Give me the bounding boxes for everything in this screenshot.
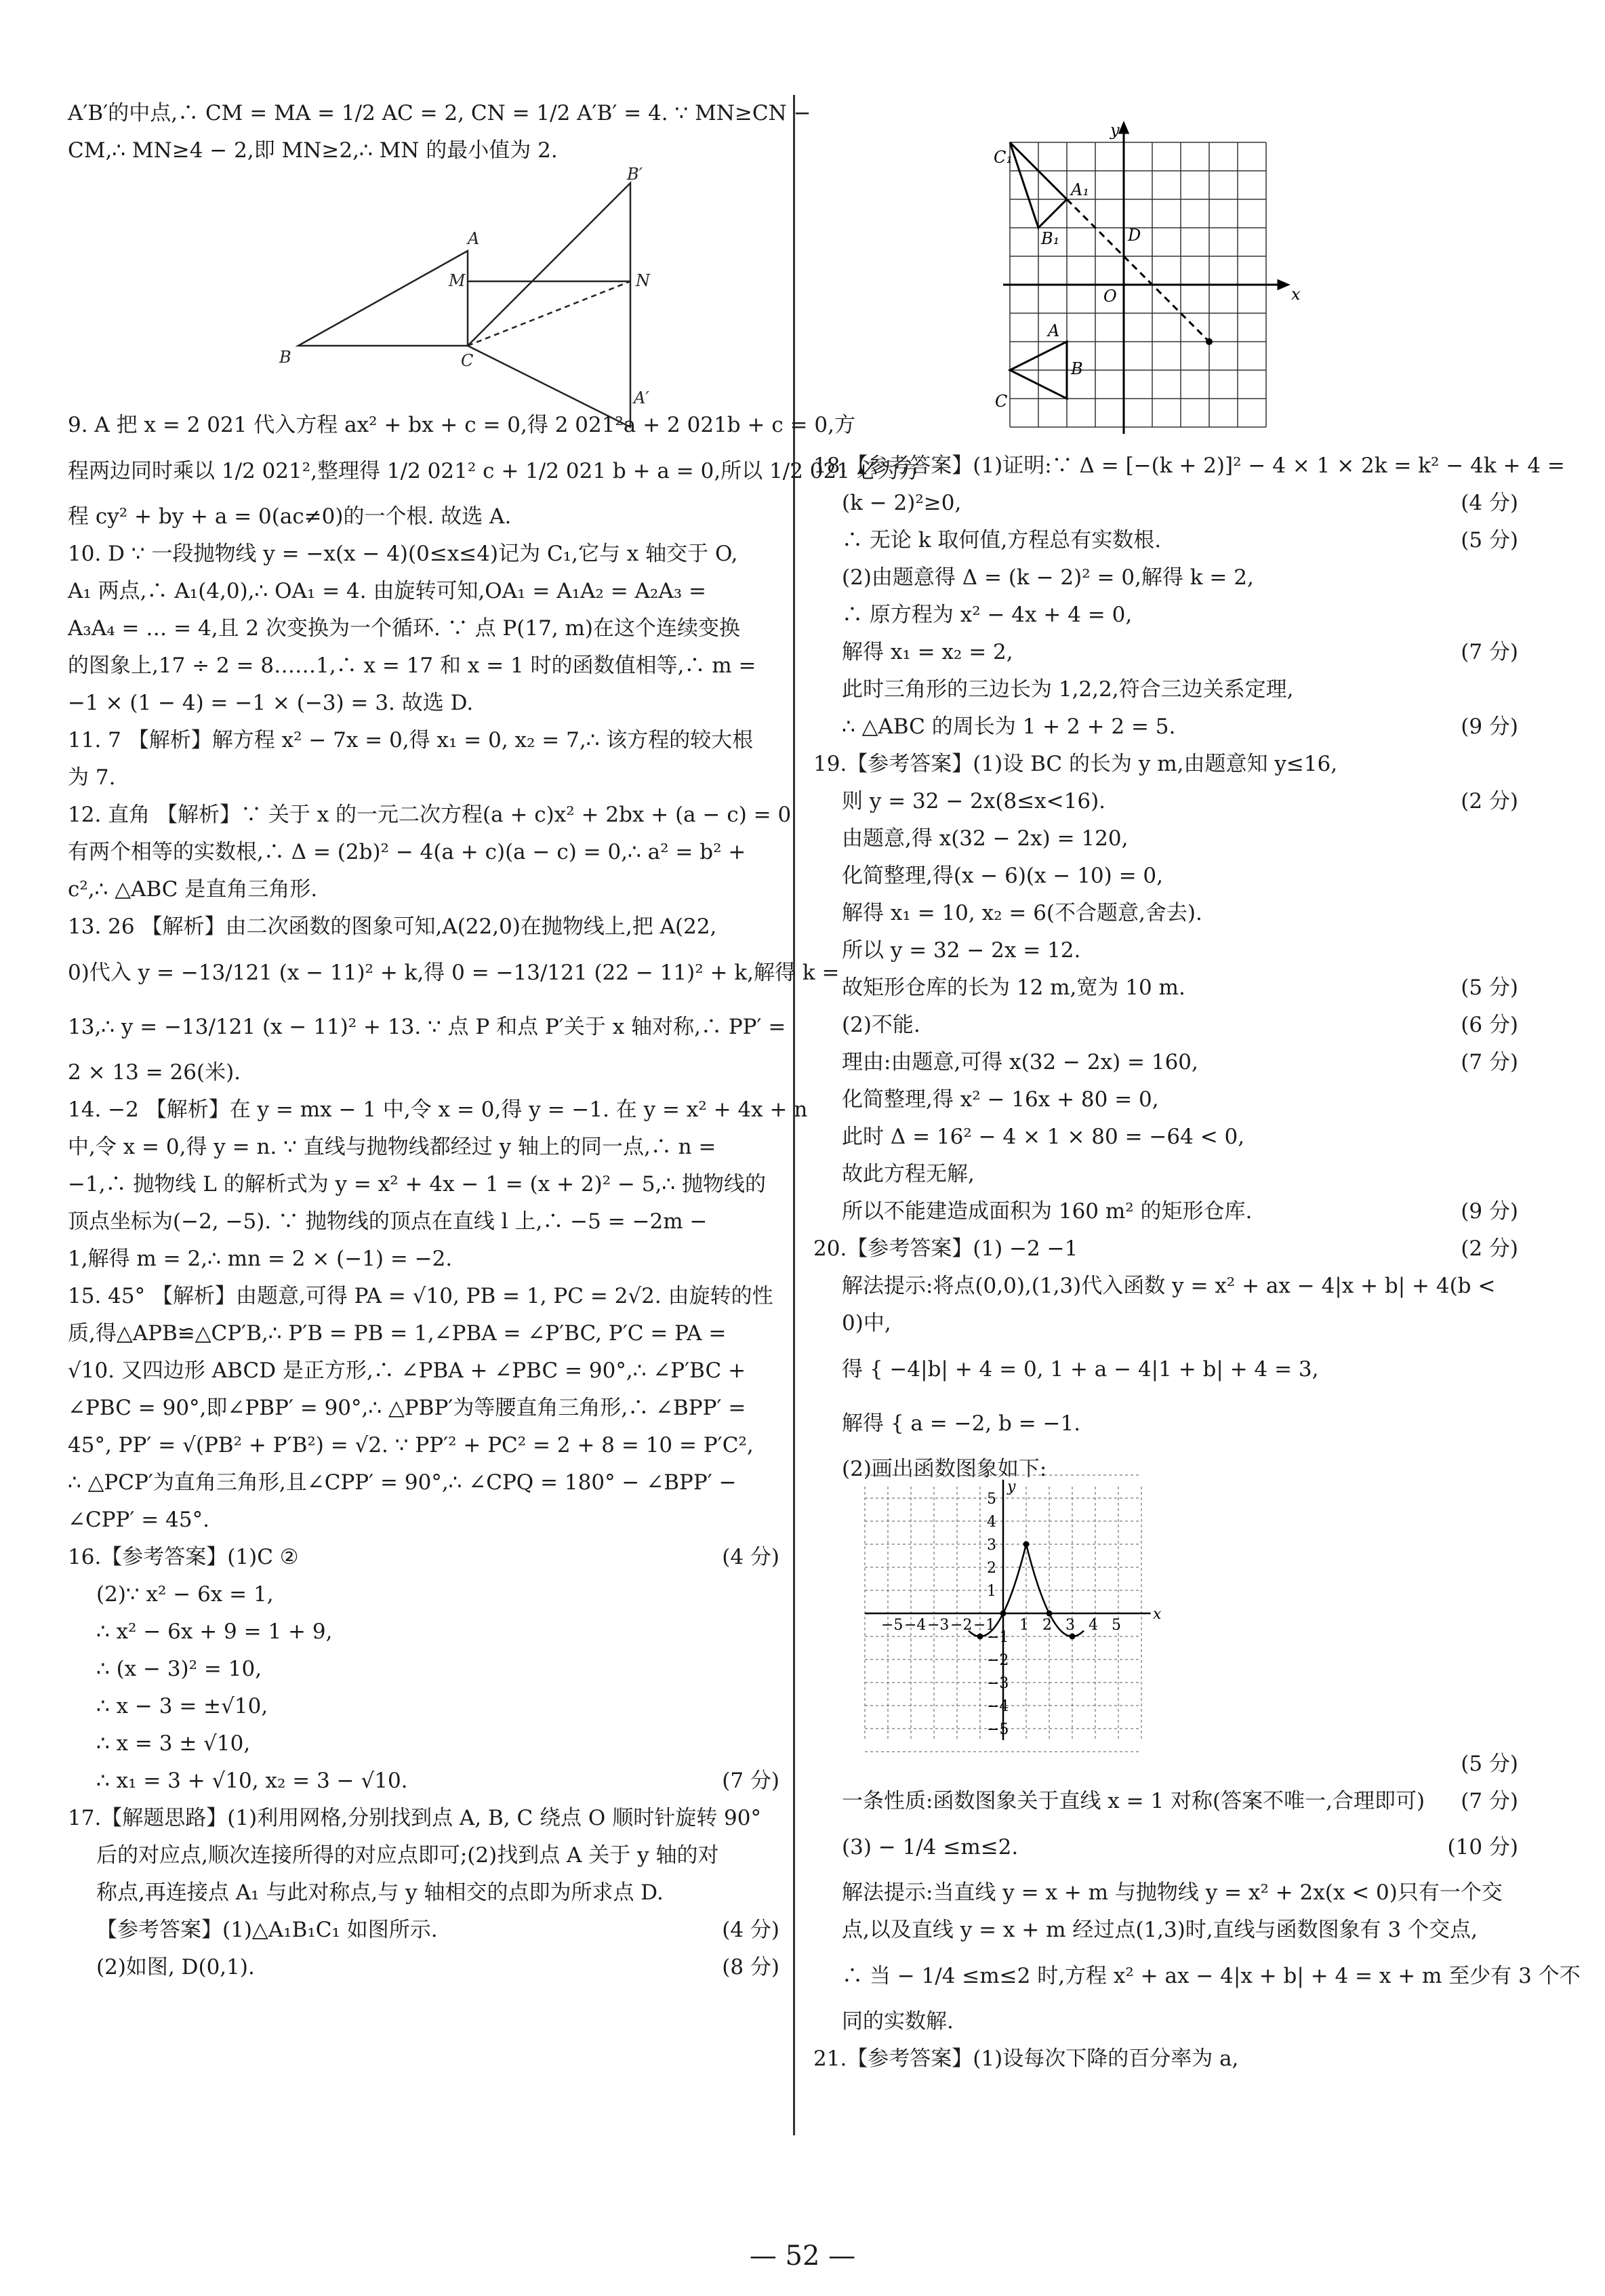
line-text: A₃A₄ = … = 4,且 2 次变换为一个循环. ∵ 点 P(17, m)在这个连续变换 [68,616,741,641]
line-text: 2 × 13 = 26(米). [68,1060,241,1085]
line-text: ∴ x = 3 ± √10, [96,1731,251,1756]
text-line [813,1949,1581,2003]
text-line [813,1268,1518,1305]
text-line [68,834,779,871]
rotation-grid-svg [990,122,1328,475]
line-text: (2)画出函数图象如下: [842,1457,1047,1481]
text-line [813,746,1518,783]
grid-label-b: B [1071,359,1083,378]
text-line [68,647,779,685]
line-text: 13. 26 【解析】由二次函数的图象可知,A(22,0)在抛物线上,把 A(22, [68,914,717,939]
label-b: B [279,348,291,367]
graph-label-x: x [1153,1606,1162,1623]
score-label: (8 分) [722,1955,779,1979]
line-text: 45°, PP′ = √(PB² + P′B²) = √2. ∵ PP′² + PC² = 2 + 8 = 10 = P′C², [68,1433,754,1457]
line-text: ∴ x² − 6x + 9 = 1 + 9, [96,1619,333,1644]
line-text: 由题意,得 x(32 − 2x) = 120, [842,826,1129,851]
graph-tick-x: 3 [1065,1617,1075,1634]
line-text: 0)代入 y = −13/121 (x − 11)² + k,得 0 = −13/121 (22 − 11)² + k,解得 k = [68,961,840,985]
text-line [68,1390,779,1427]
grid-label-x: x [1291,285,1301,304]
text-line [68,797,792,834]
text-line [68,759,779,797]
text-line [813,1342,1518,1396]
text-line [813,708,1518,746]
line-text: 10. D ∵ 一段抛物线 y = −x(x − 4)(0≤x≤4)记为 C₁,它与 x 轴交于 O, [68,542,738,566]
line-text: 20.【参考答案】(1) −2 −1 [813,1236,1078,1261]
line-text: ∴ △PCP′为直角三角形,且∠CPP′ = 90°,∴ ∠CPQ = 180° − ∠BPP′ − [68,1470,737,1495]
line-text: 12. 直角 【解析】∵ 关于 x 的一元二次方程(a + c)x² + 2bx + (a − c) = 0 [68,803,792,827]
label-n: N [636,271,650,290]
line-text: 16.【参考答案】(1)C ② [68,1545,299,1569]
line-text: 一条性质:函数图象关于直线 x = 1 对称(答案不唯一,合理即可) [842,1789,1425,1813]
line-text: 后的对应点,顺次连接所得的对应点即可;(2)找到点 A 关于 y 轴的对 [96,1843,719,1868]
line-text: ∴ x₁ = 3 + √10, x₂ = 3 − √10. [96,1769,408,1793]
function-graph-figure [813,1478,1518,1746]
grid-label-a1: A₁ [1071,180,1089,199]
text-line [813,2040,1518,2078]
text-line [813,1912,1518,1949]
text-line [813,1081,1518,1119]
graph-tick-y: −4 [987,1698,1009,1715]
line-text: −1,∴ 抛物线 L 的解析式为 y = x² + 4x − 1 = (x + 2)² − 5,∴ 抛物线的 [68,1172,766,1196]
text-line [813,783,1518,820]
text-line [68,1576,779,1613]
line-text: (3) − 1/4 ≤m≤2. [842,1835,1019,1859]
line-text: A₁ 两点,∴ A₁(4,0),∴ OA₁ = 4. 由旋转可知,OA₁ = A₁A₂ = A₂A₃ = [68,579,706,603]
text-line [68,1539,779,1576]
text-line [68,1688,779,1725]
text-line [68,685,779,722]
text-line [68,1427,779,1464]
curve-point [977,1634,983,1640]
line-text: 13,∴ y = −13/121 (x − 11)² + 13. ∵ 点 P 和点 P′关于 x 轴对称,∴ PP′ = [68,1015,786,1039]
line-text: 中,令 x = 0,得 y = n. ∵ 直线与抛物线都经过 y 轴上的同一点,∴ n = [68,1135,716,1159]
geometry-figure [68,165,779,407]
line-text: 解得 x₁ = x₂ = 2, [842,640,1013,664]
score-label: (7 分) [1461,640,1518,664]
text-line [813,522,1518,559]
line-text: 称点,再连接点 A₁ 与此对称点,与 y 轴相交的点即为所求点 D. [96,1880,664,1905]
x-axis-arrow [1278,281,1288,289]
text-line [813,858,1518,895]
text-line [68,871,779,908]
text-line [68,444,920,498]
line-text: 14. −2 【解析】在 y = mx − 1 中,令 x = 0,得 y = −1. 在 y = x² + 4x + n [68,1097,808,1122]
label-a: A [468,229,480,248]
line-text: (2)不能. [842,1013,920,1037]
text-line [68,908,779,946]
text-line [68,946,840,1000]
line-text: √10. 又四边形 ABCD 是正方形,∴ ∠PBA + ∠PBC = 90°,∴ ∠P′BC + [68,1358,746,1383]
text-line [813,1305,1518,1342]
line-text: 故矩形仓库的长为 12 m,宽为 10 m. [842,975,1185,1000]
text-line [68,1091,808,1129]
right-column [813,95,1581,2078]
right-text-block-a [813,447,1565,1488]
text-line [68,1278,779,1315]
line-text: ∴ △ABC 的周长为 1 + 2 + 2 = 5. [842,714,1176,739]
text-line [813,671,1518,708]
grid-label-c1: C₁ [994,148,1013,167]
line-text: ∴ (x − 3)² = 10, [96,1657,262,1681]
line-text: 【参考答案】(1)△A₁B₁C₁ 如图所示. [96,1918,438,1942]
score-label: (10 分) [1447,1835,1518,1859]
line-text: 有两个相等的实数根,∴ Δ = (2b)² − 4(a + c)(a − c) = 0,∴ a² = b² + [68,840,746,864]
text-line [813,1874,1518,1912]
line-text: A′B′的中点,∴ CM = MA = 1/2 AC = 2, CN = 1/2 A′B′ = 4. ∵ MN≥CN − [68,101,811,125]
text-line [813,1783,1518,1820]
curve-point [1047,1611,1053,1617]
line-text: 11. 7 【解析】解方程 x² − 7x = 0,得 x₁ = 0, x₂ = 7,∴ 该方程的较大根 [68,728,754,752]
score-label: (6 分) [1461,1013,1518,1037]
line-text: (2)∵ x² − 6x = 1, [96,1582,274,1607]
text-line [68,1054,779,1091]
graph-tick-y: 2 [987,1560,996,1577]
line-text: 15. 45° 【解析】由题意,可得 PA = √10, PB = 1, PC = 2√2. 由旋转的性 [68,1284,773,1308]
line-text: 解法提示:将点(0,0),(1,3)代入函数 y = x² + ax − 4|x + b| + 4(b < [842,1274,1496,1298]
graph-tick-y: −2 [987,1652,1009,1669]
score-label: (5 分) [1461,975,1518,1000]
text-line [68,573,779,610]
line-text: 的图象上,17 ÷ 2 = 8……1,∴ x = 17 和 x = 1 时的函数值相等,∴ m = [68,653,756,678]
score-label: (7 分) [1461,1050,1518,1074]
text-line [813,1007,1518,1044]
line-text: 21.【参考答案】(1)设每次下降的百分率为 a, [813,2047,1239,2071]
graph-tick-x: −4 [904,1617,927,1634]
score-label: (9 分) [1461,714,1518,739]
line-text: 理由:由题意,可得 x(32 − 2x) = 160, [842,1050,1198,1074]
text-line [68,1315,779,1352]
text-line [813,2003,1518,2040]
symmetric-point [1206,338,1213,345]
text-line [68,1166,779,1203]
score-label: (4 分) [722,1918,779,1942]
line-text: 得 { −4|b| + 4 = 0, 1 + a − 4|1 + b| + 4 = 3, [842,1357,1319,1382]
text-line [68,1464,779,1502]
geometry-figure-svg [271,165,678,407]
text-line [813,1156,1518,1193]
curve-point [1070,1634,1076,1640]
text-line [68,1129,779,1166]
text-line [68,1763,779,1800]
text-line [68,610,779,647]
grid-label-a: A [1048,321,1060,340]
text-line [813,969,1518,1007]
text-line [813,634,1518,671]
triangle-a'b'c [468,183,630,427]
text-line [68,1502,779,1539]
text-line [813,1193,1518,1230]
text-line [68,1000,786,1054]
line-text: (2)如图, D(0,1). [96,1955,255,1979]
score-label: (9 分) [1461,1199,1518,1224]
line-text: 故此方程无解, [842,1162,975,1186]
graph-tick-y: −1 [987,1629,1009,1646]
score-label: (4 分) [722,1545,779,1569]
segment-cn [468,281,630,346]
line-text: 解得 x₁ = 10, x₂ = 6(不合题意,舍去). [842,901,1202,925]
line-text: ∴ 原方程为 x² − 4x + 4 = 0, [842,603,1133,627]
text-line [68,1613,779,1651]
graph-tick-y: −3 [987,1675,1009,1692]
graph-tick-x: 4 [1089,1617,1098,1634]
text-line [68,722,779,759]
grid-label-d: D [1128,226,1141,245]
score-label: (7 分) [1461,1789,1518,1813]
graph-tick-x: 2 [1042,1617,1052,1634]
text-line [68,407,855,444]
label-c: C [461,351,474,370]
score-label: (5 分) [1461,528,1518,552]
graph-label-y: y [1007,1478,1016,1495]
text-line [813,932,1518,969]
graph-tick-x: −2 [950,1617,973,1634]
label-a-prime: A′ [634,388,649,407]
text-line [68,1874,779,1912]
line-text: 所以不能建造成面积为 160 m² 的矩形仓库. [842,1199,1253,1224]
graph-tick-x: −1 [973,1617,996,1634]
line-text: ∠CPP′ = 45°. [68,1508,209,1532]
line-text: 顶点坐标为(−2, −5). ∵ 抛物线的顶点在直线 l 上,∴ −5 = −2m − [68,1209,708,1234]
line-text: (2)由题意得 Δ = (k − 2)² = 0,解得 k = 2, [842,565,1254,590]
line-text: 则 y = 32 − 2x(8≤x<16). [842,789,1106,813]
text-line [813,1746,1518,1783]
right-text-block-b [813,1746,1581,2078]
text-line [813,895,1518,932]
text-line [68,1203,779,1241]
line-text: 1,解得 m = 2,∴ mn = 2 × (−1) = −2. [68,1247,453,1271]
text-line [813,597,1518,634]
label-m: M [449,271,466,290]
grid-label-b1: B₁ [1041,229,1060,248]
line-text: 化简整理,得(x − 6)(x − 10) = 0, [842,864,1163,888]
text-line [813,447,1565,485]
line-text: 质,得△APB≌△CP′B,∴ P′B = PB = 1,∠PBA = ∠P′BC, P′C = PA = [68,1321,727,1346]
graph-tick-y: 1 [987,1583,996,1600]
text-line [68,1725,779,1763]
text-line [68,1837,779,1874]
text-line [813,1230,1518,1268]
text-line [68,1651,779,1688]
line-text: 9. A 把 x = 2 021 代入方程 ax² + bx + c = 0,得 2 021²a + 2 021b + c = 0,方 [68,413,855,437]
text-line [813,559,1518,597]
score-label: (5 分) [1461,1752,1518,1776]
score-label: (2 分) [1461,1236,1518,1261]
grid-label-o: O [1103,287,1117,306]
text-line [68,1949,779,1986]
curve-point [1000,1611,1007,1617]
line-text: 化简整理,得 x² − 16x + 80 = 0, [842,1087,1159,1112]
triangle-abc [298,251,468,346]
score-label: (4 分) [1461,491,1518,515]
function-graph-svg [847,1478,1162,1746]
line-text: CM,∴ MN≥4 − 2,即 MN≥2,∴ MN 的最小值为 2. [68,138,558,163]
graph-tick-y: −5 [987,1721,1009,1738]
line-text: 0)中, [842,1311,891,1335]
graph-tick-x: −3 [927,1617,950,1634]
line-text: 点,以及直线 y = x + m 经过点(1,3)时,直线与函数图象有 3 个交点, [842,1918,1478,1942]
graph-tick-y: 3 [987,1537,996,1554]
line-text: −1 × (1 − 4) = −1 × (−3) = 3. 故选 D. [68,691,474,715]
graph-tick-x: −5 [881,1617,903,1634]
line-text: c²,∴ △ABC 是直角三角形. [68,877,318,902]
line-text: 解法提示:当直线 y = x + m 与抛物线 y = x² + 2x(x < 0)只有一个交 [842,1880,1503,1905]
text-line [68,1241,779,1278]
text-line [813,1119,1518,1156]
curve-point [1023,1542,1030,1548]
text-line [813,1820,1518,1874]
line-text: 17.【解题思路】(1)利用网格,分别找到点 A, B, C 绕点 O 顺时针旋转 90° [68,1806,761,1830]
line-text: ∠PBC = 90°,即∠PBP′ = 90°,∴ △PBP′为等腰直角三角形,∴ ∠BPP′ = [68,1396,746,1420]
rotation-grid-figure [813,95,1518,447]
text-line [68,536,779,573]
dashed-line-a1 [1067,199,1209,342]
line-text: 所以 y = 32 − 2x = 12. [842,938,1081,963]
graph-tick-x: 1 [1019,1617,1029,1634]
line-text: 为 7. [68,765,116,790]
graph-tick-y: 5 [987,1491,996,1508]
line-text: 程 cy² + by + a = 0(ac≠0)的一个根. 故选 A. [68,504,512,529]
line-text: 18.【参考答案】(1)证明:∵ Δ = [−(k + 2)]² − 4 × 1 × 2k = k² − 4k + 4 = [813,454,1565,478]
label-b-prime: B′ [627,165,643,184]
line-text: 解得 { a = −2, b = −1. [842,1411,1081,1436]
text-line [68,1352,779,1390]
line-text: ∴ 当 − 1/4 ≤m≤2 时,方程 x² + ax − 4|x + b| + 4 = x + m 至少有 3 个不 [842,1964,1581,1988]
graph-tick-y: 4 [987,1514,996,1531]
text-line [68,95,811,132]
score-label: (2 分) [1461,789,1518,813]
page-number: — 52 — [749,2240,856,2272]
text-line [813,1396,1518,1451]
line-text: 程两边同时乘以 1/2 021²,整理得 1/2 021² c + 1/2 021 b + a = 0,所以 1/2 021 必为方 [68,459,920,483]
text-line [813,820,1518,858]
line-text: ∴ x − 3 = ±√10, [96,1694,268,1718]
line-text: 同的实数解. [842,2009,954,2034]
text-line [68,1800,779,1837]
y-axis-arrow [1120,123,1128,133]
text-line [68,498,779,536]
grid-label-c: C [995,392,1008,411]
text-line [68,1912,779,1949]
line-text: (k − 2)²≥0, [842,491,962,515]
grid-label-y: y [1110,121,1120,140]
text-line [813,485,1518,522]
graph-tick-x: 5 [1112,1617,1121,1634]
left-text-block-a [68,95,811,169]
text-line [813,1044,1518,1081]
score-label: (7 分) [722,1769,779,1793]
text-line [813,1451,1518,1488]
line-text: ∴ 无论 k 取何值,方程总有实数根. [842,528,1162,552]
line-text: 此时三角形的三边长为 1,2,2,符合三边关系定理, [842,677,1294,702]
line-text: 此时 Δ = 16² − 4 × 1 × 80 = −64 < 0, [842,1125,1245,1149]
line-text: 19.【参考答案】(1)设 BC 的长为 y m,由题意知 y≤16, [813,752,1338,776]
text-line [68,132,779,169]
